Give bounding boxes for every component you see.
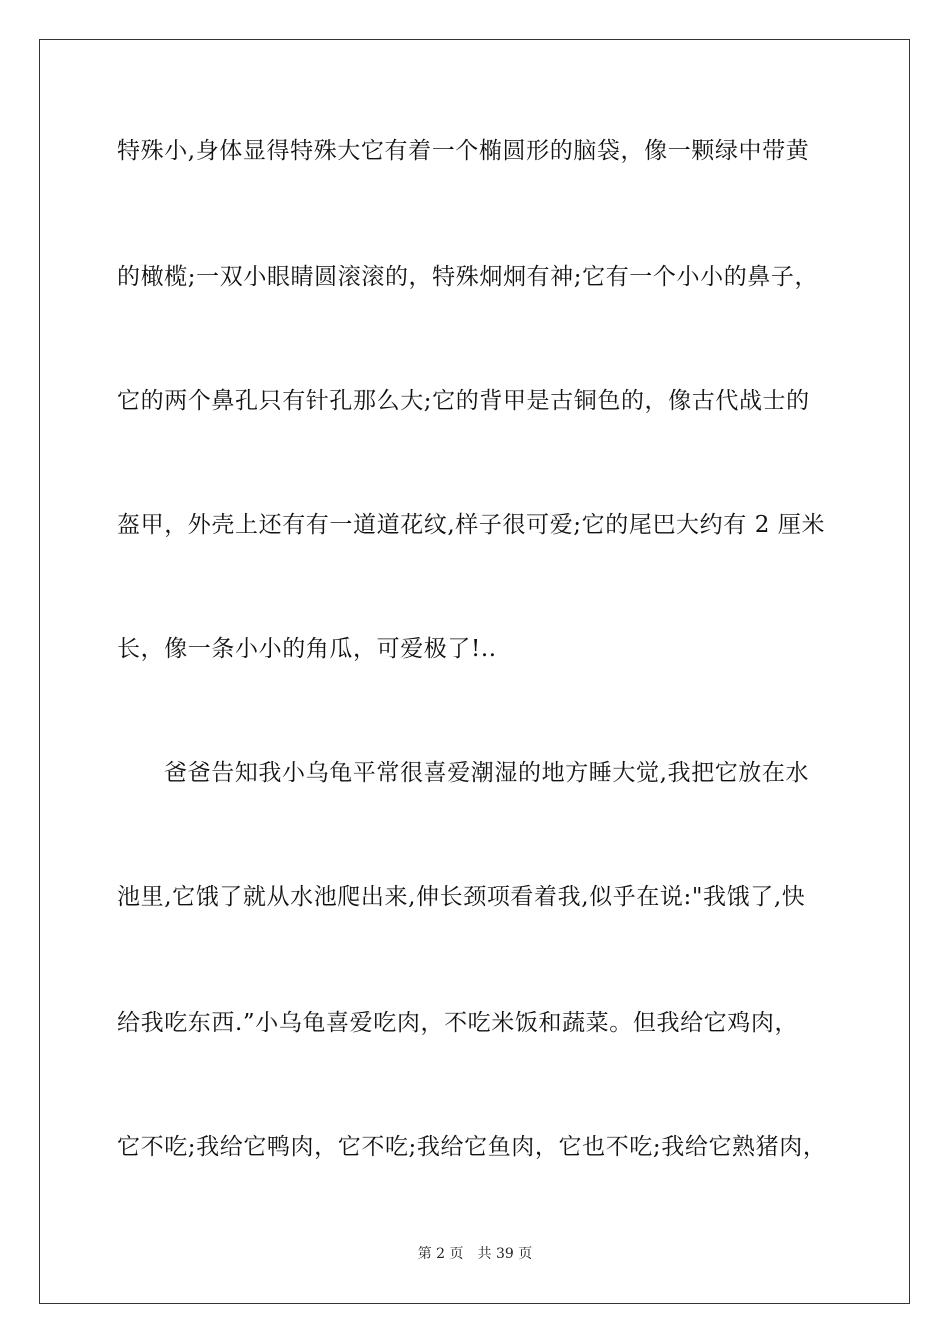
page-border — [39, 39, 910, 1304]
page-footer — [0, 1244, 950, 1264]
body-line-6: 爸爸告知我小乌龟平常很喜爱潮湿的地方睡大觉,我把它放在水 — [164, 760, 810, 786]
body-line-8: 给我吃东西.”小乌龟喜爱吃肉，不吃米饭和蔬菜。但我给它鸡肉， — [117, 1010, 799, 1036]
body-line-5: 长，像一条小小的角瓜，可爱极了!.. — [117, 636, 497, 662]
body-line-4: 盔甲，外壳上还有有一道道花纹,样子很可爱;它的尾巴大约有 2 厘米 — [117, 512, 826, 538]
body-line-3: 它的两个鼻孔只有针孔那么大;它的背甲是古铜色的，像古代战士的 — [117, 388, 810, 414]
body-line-9: 它不吃;我给它鸭肉，它不吃;我给它鱼肉，它也不吃;我给它熟猪肉， — [117, 1134, 827, 1160]
body-line-7: 池里,它饿了就从水池爬出来,伸长颈项看着我,似乎在说:"我饿了,快 — [117, 884, 806, 910]
body-line-1: 特殊小,身体显得特殊大它有着一个椭圆形的脑袋，像一颗绿中带黄 — [117, 138, 810, 164]
body-line-2: 的橄榄;一双小眼睛圆滚滚的，特殊炯炯有神;它有一个小小的鼻子， — [117, 264, 819, 290]
page-number: 第 2 页 — [417, 1246, 464, 1262]
total-pages: 共 39 页 — [477, 1246, 533, 1262]
